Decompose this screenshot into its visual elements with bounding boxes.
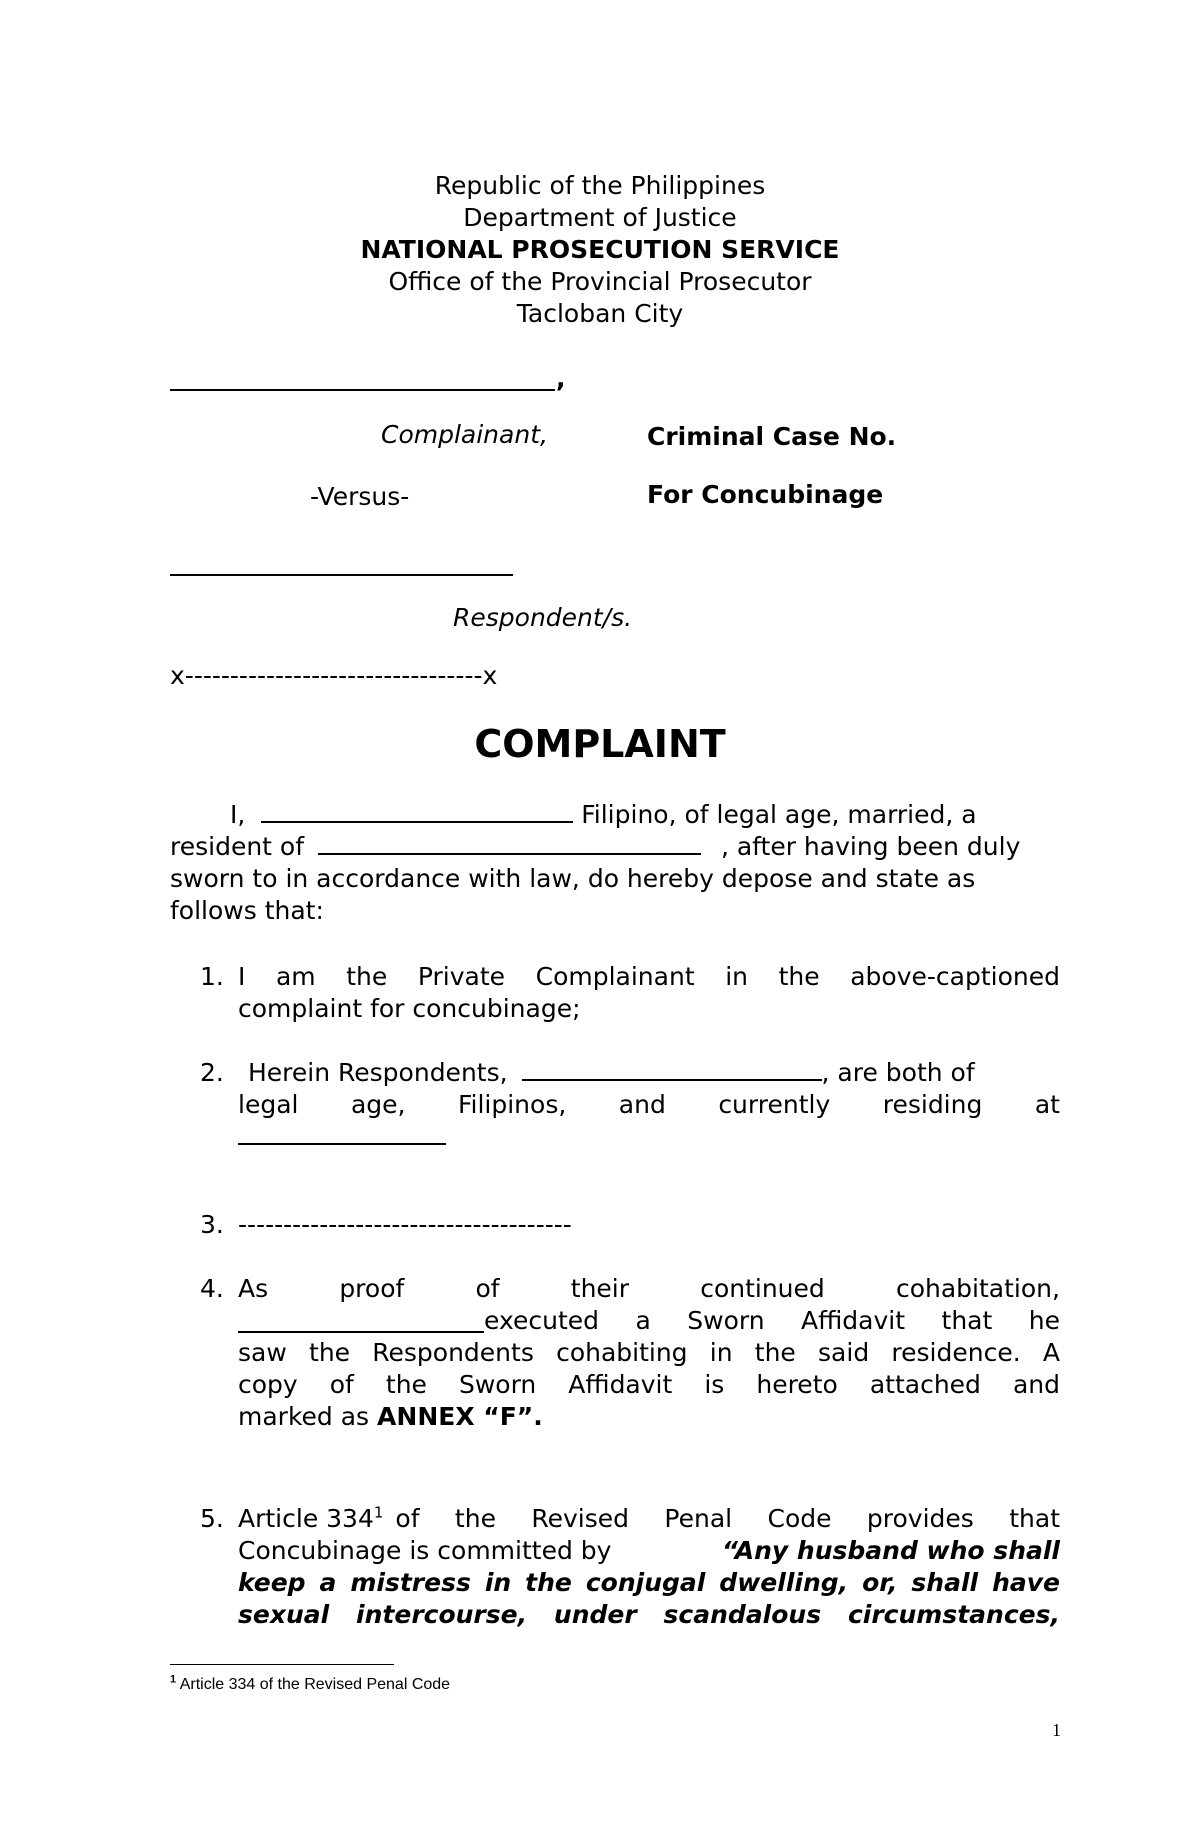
page-number: 1 <box>1052 1720 1061 1740</box>
complainant-comma: , <box>556 364 566 393</box>
word: proof <box>339 1274 405 1303</box>
intro-filipino: Filipino, of legal age, married, a <box>581 800 977 829</box>
item-3-text: ------------------------------------- <box>238 1210 572 1239</box>
city-line: Tacloban City <box>516 299 684 328</box>
complainant-label: Complainant, <box>381 420 548 449</box>
quote-line-1: “Any husband who shall <box>721 1536 1060 1565</box>
article-number: Article 334 <box>238 1504 374 1533</box>
item-4-line-5 <box>238 1401 1060 1433</box>
versus-label: -Versus- <box>310 482 410 511</box>
word: Filipinos, <box>457 1090 567 1119</box>
word: their <box>570 1274 630 1303</box>
item-2-line-2 <box>238 1089 1060 1121</box>
word: of <box>475 1274 500 1303</box>
word: currently <box>718 1090 831 1119</box>
intro-paragraph <box>170 799 1060 927</box>
complainant-name-blank <box>170 389 555 391</box>
footnote-number: 1 <box>170 1673 177 1686</box>
list-item-3 <box>200 1209 1060 1241</box>
item-2-line-1 <box>238 1057 1060 1089</box>
intro-line-1 <box>170 799 1060 831</box>
offense-label: For Concubinage <box>647 480 884 509</box>
annex-label: ANNEX “F”. <box>377 1402 543 1431</box>
item-number: 1. <box>200 962 224 991</box>
residence-field <box>318 853 701 855</box>
item-5-line-2 <box>238 1535 1060 1567</box>
intro-line-2 <box>170 831 1060 863</box>
intro-line-3: sworn to in accordance with law, do hereby depose and state as <box>170 864 976 893</box>
item-2-line-3 <box>238 1121 1060 1153</box>
word: and <box>618 1090 666 1119</box>
word: at <box>1034 1090 1060 1119</box>
list-item-1 <box>200 961 1060 1025</box>
word: legal <box>238 1090 299 1119</box>
intro-after: , after having been duly <box>720 832 1021 861</box>
footnote-text: Article 334 of the Revised Penal Code <box>179 1676 451 1693</box>
office-line: Office of the Provincial Prosecutor <box>388 267 812 296</box>
intro-i: I, <box>230 800 246 829</box>
word: As <box>238 1274 269 1303</box>
item-4-line-1 <box>238 1273 1060 1305</box>
item-number: 2. <box>200 1058 224 1087</box>
witness-name-field <box>238 1305 484 1333</box>
quote-line-3: sexual intercourse, under scandalous circumstances, <box>238 1600 1060 1629</box>
item-1-line-1: I am the Private Complainant in the above-captioned <box>238 962 1060 991</box>
header-block <box>0 170 1200 330</box>
case-no-label: Criminal Case No. <box>647 422 897 451</box>
service-line: NATIONAL PROSECUTION SERVICE <box>360 235 840 264</box>
word: residing <box>882 1090 983 1119</box>
item-4-line-2 <box>238 1305 1060 1337</box>
word: cohabitation, <box>895 1274 1060 1303</box>
list-item-2 <box>200 1057 1060 1153</box>
item-5-line-2-text: Concubinage is committed by <box>238 1536 612 1565</box>
quote-line-2: keep a mistress in the conjugal dwelling, or, shall have <box>238 1568 1060 1597</box>
item-number: 3. <box>200 1210 224 1239</box>
republic-line: Republic of the Philippines <box>434 171 766 200</box>
respondents-name-field <box>522 1079 822 1081</box>
item-number: 4. <box>200 1274 224 1303</box>
respondent-label: Respondent/s. <box>453 603 633 632</box>
department-line: Department of Justice <box>463 203 737 232</box>
item-number: 5. <box>200 1504 224 1533</box>
footnote-reference: 1 <box>373 1503 384 1522</box>
list-item-5 <box>200 1503 1060 1631</box>
item-1-line-2: complaint for concubinage; <box>238 994 581 1023</box>
word: age, <box>350 1090 406 1119</box>
item-5-line-1 <box>238 1503 1060 1535</box>
caption-divider: x---------------------------------x <box>170 661 498 690</box>
document-title: COMPLAINT <box>474 722 726 766</box>
word: continued <box>700 1274 825 1303</box>
item-4-line-4: copy of the Sworn Affidavit is hereto attached and <box>238 1370 1060 1399</box>
intro-resident-of: resident of <box>170 832 305 861</box>
residence-address-field <box>238 1143 446 1145</box>
item-4-line-3: saw the Respondents cohabiting in the said residence. A <box>238 1338 1060 1367</box>
item-2-lead: Herein Respondents, <box>248 1058 508 1087</box>
item-5-line-1-text: of the Revised Penal Code provides that <box>395 1504 1060 1533</box>
footnote-separator <box>170 1664 394 1665</box>
item-2-tail: , are both of <box>821 1058 975 1087</box>
intro-line-4: follows that: <box>170 896 324 925</box>
respondent-name-blank <box>170 574 513 576</box>
footnote <box>170 1673 451 1694</box>
item-4-line-2-text: executed a Sworn Affidavit that he <box>484 1306 1060 1335</box>
complainant-name-field <box>261 821 573 823</box>
list-item-4 <box>200 1273 1060 1433</box>
item-4-marked-as: marked as <box>238 1402 370 1431</box>
article-ref <box>238 1503 383 1535</box>
